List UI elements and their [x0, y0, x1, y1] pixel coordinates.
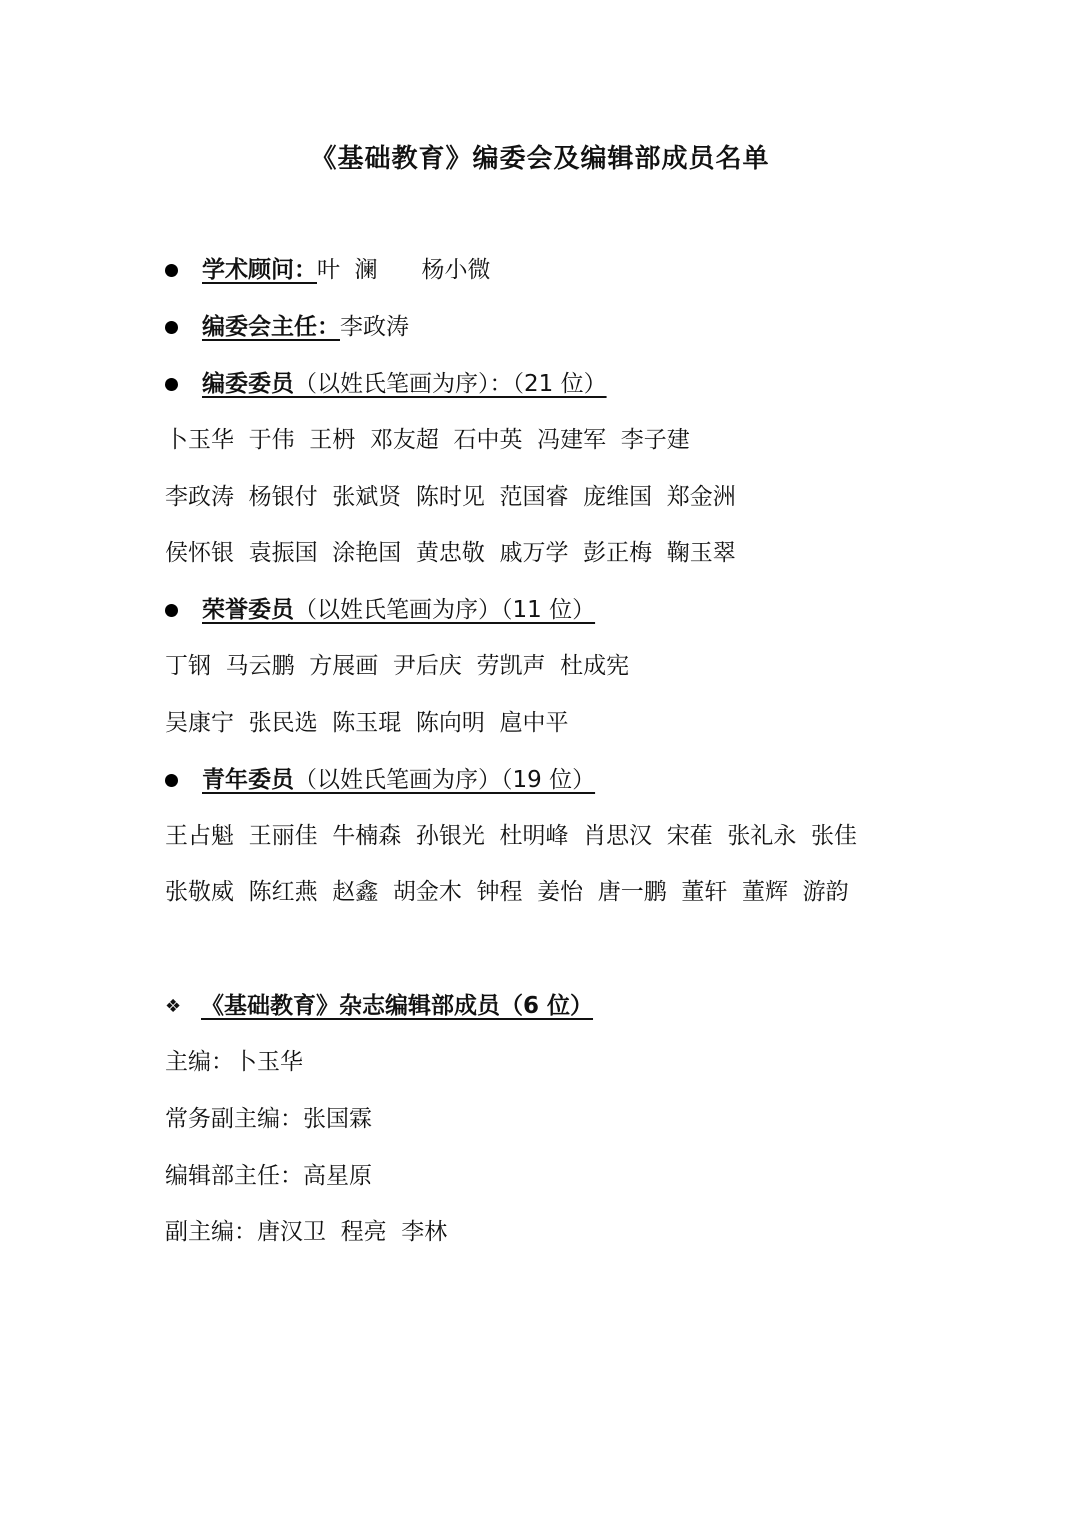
committee-row: 李政涛 杨银付 张斌贤 陈时见 范国睿 庞维国 郑金洲: [165, 484, 736, 510]
honorary-note: （以姓氏笔画为序）（11 位）: [294, 597, 596, 623]
committee-note: （以姓氏笔画为序）：（21 位）: [294, 371, 607, 397]
youth-row: 张敬威 陈红燕 赵鑫 胡金木 钟程 姜怡 唐一鹏 董轩 董辉 游韵: [165, 879, 849, 905]
bullet-icon: [165, 378, 178, 391]
document-title: 《基础教育》编委会及编辑部成员名单: [310, 144, 770, 174]
bullet-icon: [165, 774, 178, 787]
honorary-heading: [165, 594, 595, 626]
director-label: 编委会主任：: [202, 314, 340, 340]
editorial-row: 常务副主编：张国霖: [165, 1106, 372, 1132]
honorary-label: 荣誉委员: [202, 597, 294, 623]
director-line: [165, 311, 409, 343]
youth-row: 王占魁 王丽佳 牛楠森 孙银光 杜明峰 肖思汉 宋萑 张礼永 张佳: [165, 823, 857, 849]
bullet-icon: [165, 264, 178, 277]
committee-row: 卜玉华 于伟 王枬 邓友超 石中英 冯建军 李子建: [165, 427, 690, 453]
editorial-heading: [165, 990, 593, 1023]
youth-label: 青年委员: [202, 767, 294, 793]
advisors-names: 叶 澜 杨小微: [317, 257, 491, 283]
committee-heading: [165, 368, 607, 400]
editorial-row: 编辑部主任：高星原: [165, 1163, 372, 1189]
diamond-bullet-icon: ❖: [165, 995, 182, 1017]
editorial-heading-text: 《基础教育》杂志编辑部成员（6 位）: [201, 993, 594, 1019]
bullet-icon: [165, 604, 178, 617]
committee-label: 编委委员: [202, 371, 294, 397]
editorial-row: 副主编：唐汉卫 程亮 李林: [165, 1219, 448, 1245]
honorary-row: 吴康宁 张民选 陈玉琨 陈向明 扈中平: [165, 710, 569, 736]
bullet-icon: [165, 321, 178, 334]
director-names: 李政涛: [340, 314, 409, 340]
honorary-row: 丁钢 马云鹏 方展画 尹后庆 劳凯声 杜成宪: [165, 653, 630, 679]
advisors-label: 学术顾问：: [202, 257, 317, 283]
youth-heading: [165, 764, 595, 796]
youth-note: （以姓氏笔画为序）（19 位）: [294, 767, 596, 793]
committee-row: 侯怀银 袁振国 涂艳国 黄忠敬 戚万学 彭正梅 鞠玉翠: [165, 540, 736, 566]
editorial-row: 主编：卜玉华: [165, 1049, 303, 1075]
advisors-line: [165, 254, 491, 286]
